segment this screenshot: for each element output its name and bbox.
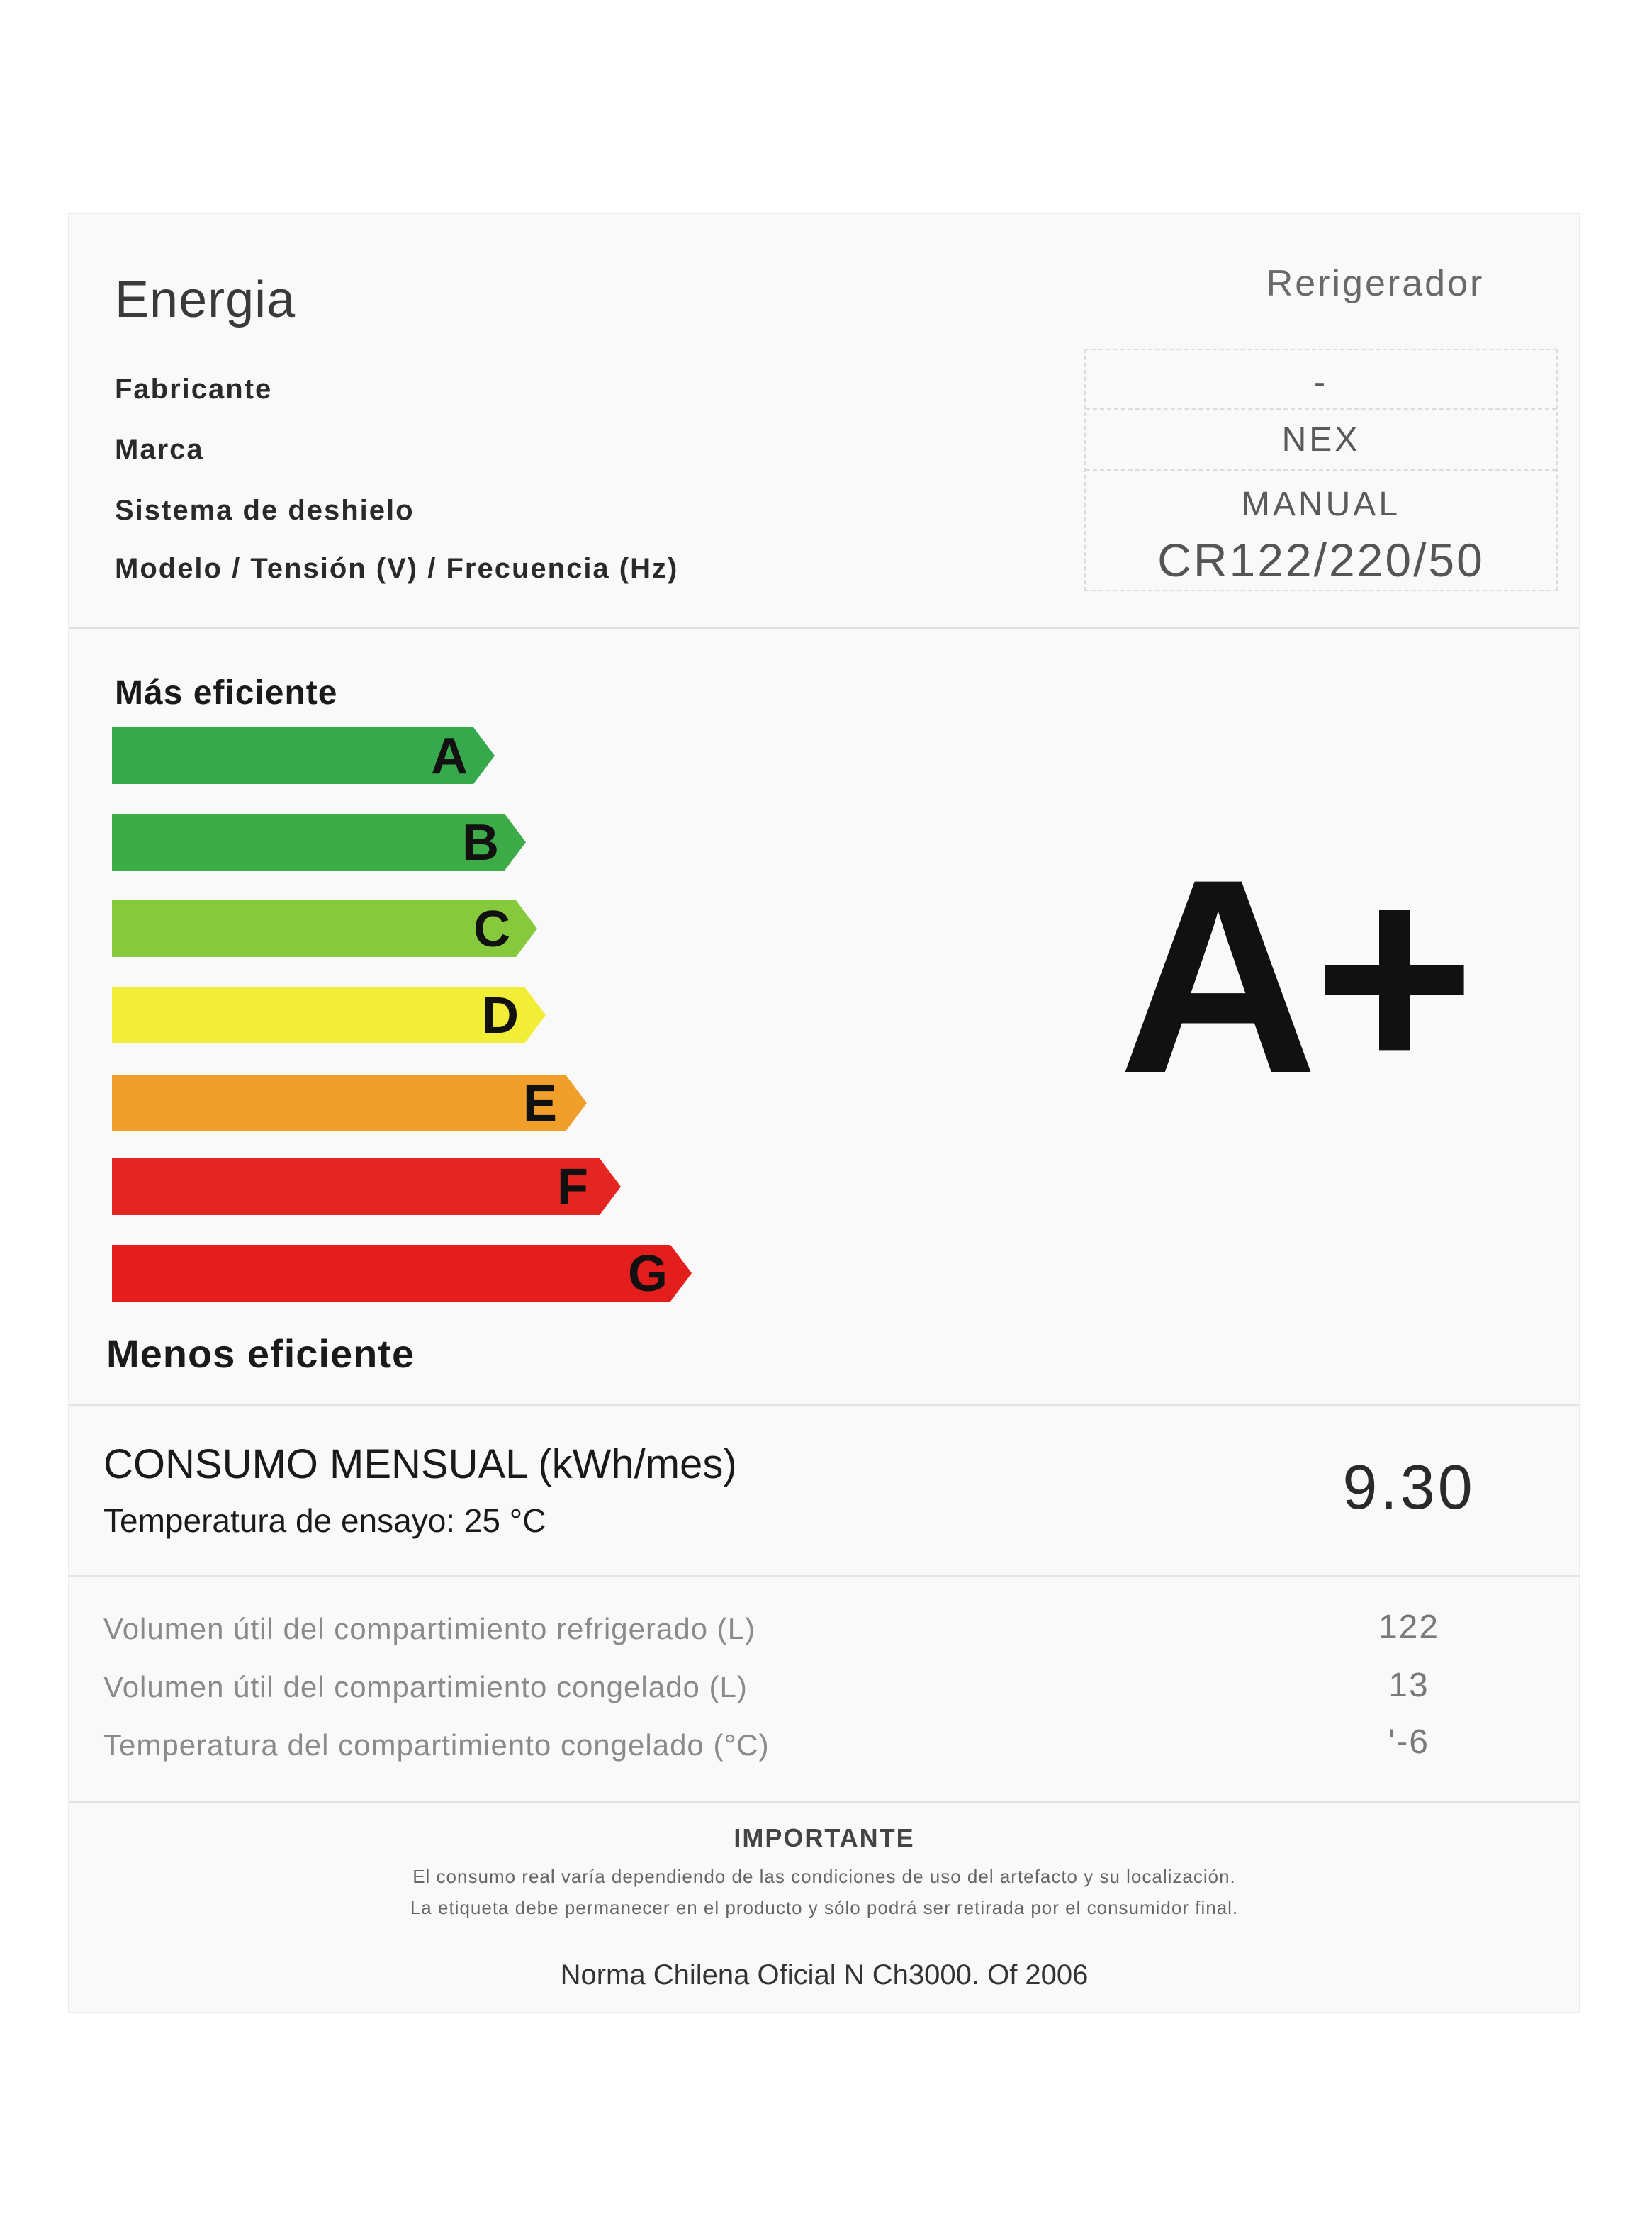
- consumption-title: CONSUMO MENSUAL (kWh/mes): [103, 1441, 737, 1487]
- energy-rating: A+: [1118, 822, 1471, 1131]
- important-text-line-2: La etiqueta debe permanecer en el producto y sólo podrá ser retirada por el consumidor final.: [410, 1897, 1239, 1918]
- divider: [69, 627, 1579, 629]
- field-values-box: [1084, 349, 1558, 591]
- efficiency-bar-c: [112, 900, 537, 957]
- label-title: Energia: [115, 272, 296, 328]
- field-value-marca: NEX: [1086, 410, 1556, 471]
- field-value-modelo: CR122/220/50: [1157, 534, 1485, 586]
- field-label-marca: Marca: [115, 434, 204, 465]
- efficiency-bar-g: [112, 1245, 692, 1302]
- efficiency-bar-letter: A: [431, 728, 468, 785]
- detail-value-volumen-refrigerado: 122: [1378, 1608, 1440, 1646]
- product-type: Rerigerador: [1266, 263, 1485, 304]
- efficiency-bar-letter: E: [523, 1075, 558, 1132]
- field-label-deshielo: Sistema de deshielo: [115, 495, 415, 526]
- efficiency-bar-f: [112, 1158, 621, 1215]
- field-value-deshielo: MANUAL: [1241, 486, 1401, 523]
- important-text-line-1: El consumo real varía dependiendo de las condiciones de uso del artefacto y su localización.: [412, 1866, 1236, 1887]
- field-label-modelo: Modelo / Tensión (V) / Frecuencia (Hz): [115, 553, 679, 584]
- detail-label-volumen-refrigerado: Volumen útil del compartimiento refrigerado (L): [103, 1612, 756, 1645]
- scale-top-label: Más eficiente: [115, 674, 338, 712]
- detail-label-temperatura-congelado: Temperatura del compartimiento congelado (°C): [103, 1728, 770, 1762]
- detail-label-volumen-congelado: Volumen útil del compartimiento congelado (L): [103, 1670, 748, 1703]
- divider: [69, 1575, 1579, 1577]
- detail-value-volumen-congelado: 13: [1388, 1667, 1429, 1704]
- field-label-fabricante: Fabricante: [115, 374, 273, 405]
- important-title: IMPORTANTE: [734, 1823, 915, 1852]
- divider: [69, 1404, 1579, 1406]
- test-temperature: Temperatura de ensayo: 25 °C: [103, 1502, 546, 1539]
- consumption-value: 9.30: [1342, 1452, 1476, 1522]
- norma-reference: Norma Chilena Oficial N Ch3000. Of 2006: [560, 1959, 1089, 1991]
- efficiency-bar-b: [112, 814, 526, 871]
- energy-label: [68, 213, 1580, 2013]
- efficiency-bar-letter: C: [473, 901, 510, 958]
- efficiency-bar-d: [112, 987, 546, 1043]
- efficiency-bar-letter: D: [482, 987, 519, 1044]
- efficiency-bar-letter: F: [557, 1159, 588, 1216]
- field-value-fabricante: -: [1086, 350, 1556, 410]
- detail-value-temperatura-congelado: '-6: [1388, 1723, 1429, 1761]
- efficiency-bar-letter: B: [462, 815, 499, 871]
- efficiency-bar-letter: G: [628, 1246, 668, 1302]
- scale-bottom-label: Menos eficiente: [106, 1331, 415, 1376]
- divider: [69, 1801, 1579, 1803]
- efficiency-bar-e: [112, 1075, 587, 1131]
- efficiency-bar-a: [112, 727, 495, 784]
